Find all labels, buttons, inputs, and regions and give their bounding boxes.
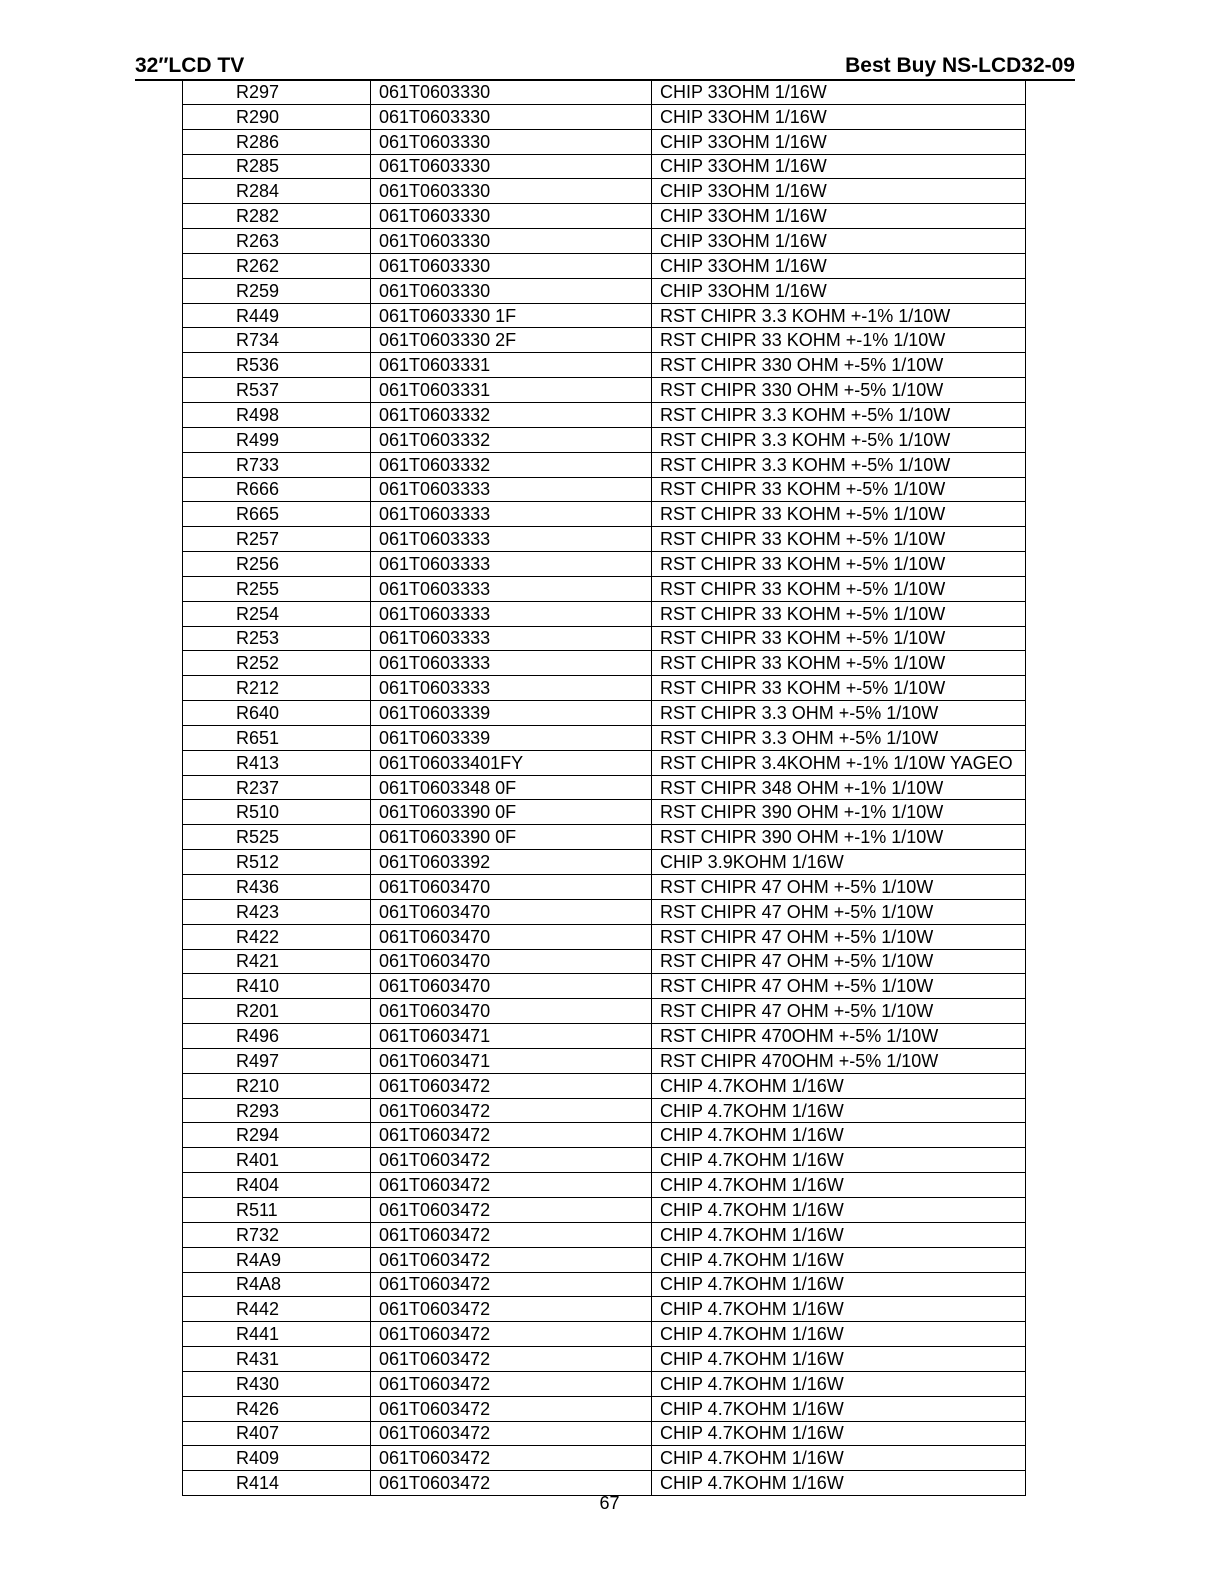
table-row [183, 1421, 1026, 1446]
parts-table-body [183, 80, 1026, 1496]
description-cell: RST CHIPR 33 KOHM +-5% 1/10W [652, 601, 1026, 626]
description-cell: RST CHIPR 3.3 KOHM +-5% 1/10W [652, 402, 1026, 427]
reference-cell: R257 [183, 527, 371, 552]
description-cell: CHIP 33OHM 1/16W [652, 104, 1026, 129]
reference-cell: R449 [183, 303, 371, 328]
description-cell: RST CHIPR 470OHM +-5% 1/10W [652, 1048, 1026, 1073]
reference-cell: R536 [183, 353, 371, 378]
description-cell: RST CHIPR 3.3 KOHM +-1% 1/10W [652, 303, 1026, 328]
parts-table [182, 79, 1026, 1496]
description-cell: RST CHIPR 470OHM +-5% 1/10W [652, 1024, 1026, 1049]
reference-cell: R430 [183, 1371, 371, 1396]
reference-cell: R441 [183, 1322, 371, 1347]
reference-cell: R4A8 [183, 1272, 371, 1297]
description-cell: RST CHIPR 3.3 KOHM +-5% 1/10W [652, 427, 1026, 452]
description-cell: CHIP 33OHM 1/16W [652, 129, 1026, 154]
reference-cell: R407 [183, 1421, 371, 1446]
description-cell: RST CHIPR 47 OHM +-5% 1/10W [652, 999, 1026, 1024]
reference-cell: R426 [183, 1396, 371, 1421]
part-number-cell: 061T0603331 [371, 353, 652, 378]
reference-cell: R422 [183, 924, 371, 949]
description-cell: CHIP 4.7KOHM 1/16W [652, 1347, 1026, 1372]
reference-cell: R401 [183, 1148, 371, 1173]
reference-cell: R414 [183, 1471, 371, 1496]
description-cell: CHIP 4.7KOHM 1/16W [652, 1272, 1026, 1297]
table-row [183, 179, 1026, 204]
table-row [183, 204, 1026, 229]
table-row [183, 452, 1026, 477]
part-number-cell: 061T0603472 [371, 1396, 652, 1421]
table-row [183, 104, 1026, 129]
reference-cell: R665 [183, 502, 371, 527]
table-row [183, 651, 1026, 676]
part-number-cell: 061T0603471 [371, 1024, 652, 1049]
description-cell: RST CHIPR 330 OHM +-5% 1/10W [652, 378, 1026, 403]
description-cell: RST CHIPR 47 OHM +-5% 1/10W [652, 949, 1026, 974]
part-number-cell: 061T0603392 [371, 850, 652, 875]
table-row [183, 1446, 1026, 1471]
part-number-cell: 061T0603472 [371, 1173, 652, 1198]
part-number-cell: 061T0603472 [371, 1222, 652, 1247]
description-cell: CHIP 33OHM 1/16W [652, 80, 1026, 105]
description-cell: RST CHIPR 33 KOHM +-5% 1/10W [652, 552, 1026, 577]
table-row [183, 1396, 1026, 1421]
table-row [183, 1222, 1026, 1247]
reference-cell: R294 [183, 1123, 371, 1148]
reference-cell: R512 [183, 850, 371, 875]
part-number-cell: 061T0603472 [371, 1371, 652, 1396]
table-row [183, 800, 1026, 825]
table-row [183, 353, 1026, 378]
reference-cell: R254 [183, 601, 371, 626]
reference-cell: R293 [183, 1098, 371, 1123]
table-row [183, 775, 1026, 800]
part-number-cell: 061T0603330 1F [371, 303, 652, 328]
description-cell: CHIP 4.7KOHM 1/16W [652, 1322, 1026, 1347]
reference-cell: R253 [183, 626, 371, 651]
reference-cell: R285 [183, 154, 371, 179]
part-number-cell: 061T0603348 0F [371, 775, 652, 800]
description-cell: RST CHIPR 47 OHM +-5% 1/10W [652, 875, 1026, 900]
part-number-cell: 061T0603470 [371, 924, 652, 949]
table-row [183, 1073, 1026, 1098]
description-cell: CHIP 4.7KOHM 1/16W [652, 1148, 1026, 1173]
description-cell: CHIP 4.7KOHM 1/16W [652, 1123, 1026, 1148]
table-row [183, 626, 1026, 651]
part-number-cell: 061T0603390 0F [371, 825, 652, 850]
reference-cell: R651 [183, 725, 371, 750]
description-cell: CHIP 4.7KOHM 1/16W [652, 1073, 1026, 1098]
table-row [183, 1024, 1026, 1049]
part-number-cell: 061T0603330 [371, 129, 652, 154]
table-row [183, 850, 1026, 875]
description-cell: CHIP 33OHM 1/16W [652, 204, 1026, 229]
table-row [183, 402, 1026, 427]
description-cell: RST CHIPR 33 KOHM +-5% 1/10W [652, 576, 1026, 601]
part-number-cell: 061T0603332 [371, 452, 652, 477]
description-cell: RST CHIPR 33 KOHM +-5% 1/10W [652, 676, 1026, 701]
part-number-cell: 061T0603472 [371, 1297, 652, 1322]
part-number-cell: 061T0603471 [371, 1048, 652, 1073]
table-row [183, 502, 1026, 527]
table-row [183, 378, 1026, 403]
reference-cell: R498 [183, 402, 371, 427]
description-cell: CHIP 4.7KOHM 1/16W [652, 1247, 1026, 1272]
part-number-cell: 061T0603339 [371, 725, 652, 750]
description-cell: CHIP 4.7KOHM 1/16W [652, 1297, 1026, 1322]
reference-cell: R496 [183, 1024, 371, 1049]
part-number-cell: 061T0603333 [371, 527, 652, 552]
reference-cell: R537 [183, 378, 371, 403]
reference-cell: R666 [183, 477, 371, 502]
description-cell: CHIP 33OHM 1/16W [652, 229, 1026, 254]
table-row [183, 1371, 1026, 1396]
part-number-cell: 061T0603330 2F [371, 328, 652, 353]
table-row [183, 825, 1026, 850]
part-number-cell: 061T0603330 [371, 278, 652, 303]
description-cell: RST CHIPR 33 KOHM +-5% 1/10W [652, 502, 1026, 527]
part-number-cell: 061T0603472 [371, 1347, 652, 1372]
reference-cell: R263 [183, 229, 371, 254]
part-number-cell: 061T0603330 [371, 104, 652, 129]
reference-cell: R255 [183, 576, 371, 601]
page-header [135, 53, 1075, 81]
description-cell: RST CHIPR 47 OHM +-5% 1/10W [652, 974, 1026, 999]
reference-cell: R210 [183, 1073, 371, 1098]
part-number-cell: 061T0603339 [371, 701, 652, 726]
part-number-cell: 061T0603470 [371, 949, 652, 974]
reference-cell: R431 [183, 1347, 371, 1372]
part-number-cell: 061T0603333 [371, 576, 652, 601]
reference-cell: R212 [183, 676, 371, 701]
description-cell: CHIP 33OHM 1/16W [652, 278, 1026, 303]
table-row [183, 427, 1026, 452]
table-row [183, 1098, 1026, 1123]
table-row [183, 253, 1026, 278]
table-row [183, 576, 1026, 601]
table-row [183, 1048, 1026, 1073]
part-number-cell: 061T0603330 [371, 179, 652, 204]
table-row [183, 328, 1026, 353]
description-cell: CHIP 4.7KOHM 1/16W [652, 1421, 1026, 1446]
part-number-cell: 061T0603472 [371, 1272, 652, 1297]
reference-cell: R409 [183, 1446, 371, 1471]
part-number-cell: 061T06033401FY [371, 750, 652, 775]
part-number-cell: 061T0603332 [371, 402, 652, 427]
part-number-cell: 061T0603472 [371, 1471, 652, 1496]
table-row [183, 1173, 1026, 1198]
table-row [183, 750, 1026, 775]
reference-cell: R436 [183, 875, 371, 900]
table-row [183, 1297, 1026, 1322]
reference-cell: R732 [183, 1222, 371, 1247]
description-cell: CHIP 4.7KOHM 1/16W [652, 1098, 1026, 1123]
part-number-cell: 061T0603472 [371, 1197, 652, 1222]
description-cell: RST CHIPR 33 KOHM +-1% 1/10W [652, 328, 1026, 353]
table-row [183, 1471, 1026, 1496]
part-number-cell: 061T0603472 [371, 1123, 652, 1148]
reference-cell: R733 [183, 452, 371, 477]
description-cell: RST CHIPR 47 OHM +-5% 1/10W [652, 924, 1026, 949]
description-cell: RST CHIPR 330 OHM +-5% 1/10W [652, 353, 1026, 378]
part-number-cell: 061T0603333 [371, 601, 652, 626]
table-row [183, 1347, 1026, 1372]
table-row [183, 527, 1026, 552]
reference-cell: R423 [183, 899, 371, 924]
table-row [183, 1322, 1026, 1347]
reference-cell: R256 [183, 552, 371, 577]
table-row [183, 1197, 1026, 1222]
page-number: 67 [599, 1493, 620, 1513]
table-row [183, 1148, 1026, 1173]
part-number-cell: 061T0603333 [371, 502, 652, 527]
description-cell: RST CHIPR 390 OHM +-1% 1/10W [652, 800, 1026, 825]
description-cell: RST CHIPR 3.3 OHM +-5% 1/10W [652, 701, 1026, 726]
reference-cell: R410 [183, 974, 371, 999]
table-row [183, 278, 1026, 303]
reference-cell: R284 [183, 179, 371, 204]
table-row [183, 477, 1026, 502]
reference-cell: R282 [183, 204, 371, 229]
reference-cell: R497 [183, 1048, 371, 1073]
part-number-cell: 061T0603330 [371, 204, 652, 229]
part-number-cell: 061T0603472 [371, 1322, 652, 1347]
description-cell: RST CHIPR 348 OHM +-1% 1/10W [652, 775, 1026, 800]
description-cell: CHIP 4.7KOHM 1/16W [652, 1173, 1026, 1198]
table-row [183, 129, 1026, 154]
table-row [183, 1247, 1026, 1272]
table-row [183, 1272, 1026, 1297]
table-row [183, 875, 1026, 900]
reference-cell: R286 [183, 129, 371, 154]
reference-cell: R201 [183, 999, 371, 1024]
description-cell: RST CHIPR 33 KOHM +-5% 1/10W [652, 477, 1026, 502]
part-number-cell: 061T0603472 [371, 1421, 652, 1446]
reference-cell: R237 [183, 775, 371, 800]
table-row [183, 303, 1026, 328]
reference-cell: R510 [183, 800, 371, 825]
reference-cell: R252 [183, 651, 371, 676]
part-number-cell: 061T0603332 [371, 427, 652, 452]
reference-cell: R413 [183, 750, 371, 775]
description-cell: RST CHIPR 3.3 KOHM +-5% 1/10W [652, 452, 1026, 477]
table-row [183, 701, 1026, 726]
description-cell: RST CHIPR 390 OHM +-1% 1/10W [652, 825, 1026, 850]
reference-cell: R404 [183, 1173, 371, 1198]
part-number-cell: 061T0603333 [371, 676, 652, 701]
table-row [183, 1123, 1026, 1148]
part-number-cell: 061T0603331 [371, 378, 652, 403]
description-cell: CHIP 33OHM 1/16W [652, 253, 1026, 278]
reference-cell: R511 [183, 1197, 371, 1222]
part-number-cell: 061T0603333 [371, 552, 652, 577]
part-number-cell: 061T0603333 [371, 626, 652, 651]
part-number-cell: 061T0603472 [371, 1073, 652, 1098]
part-number-cell: 061T0603330 [371, 154, 652, 179]
reference-cell: R640 [183, 701, 371, 726]
table-row [183, 676, 1026, 701]
description-cell: CHIP 4.7KOHM 1/16W [652, 1222, 1026, 1247]
table-row [183, 949, 1026, 974]
part-number-cell: 061T0603472 [371, 1446, 652, 1471]
description-cell: CHIP 33OHM 1/16W [652, 179, 1026, 204]
header-model: Best Buy NS-LCD32-09 [845, 54, 1075, 77]
part-number-cell: 061T0603470 [371, 974, 652, 999]
reference-cell: R442 [183, 1297, 371, 1322]
part-number-cell: 061T0603472 [371, 1148, 652, 1173]
part-number-cell: 061T0603470 [371, 899, 652, 924]
description-cell: CHIP 4.7KOHM 1/16W [652, 1471, 1026, 1496]
description-cell: CHIP 4.7KOHM 1/16W [652, 1197, 1026, 1222]
table-row [183, 80, 1026, 105]
table-row [183, 924, 1026, 949]
part-number-cell: 061T0603472 [371, 1247, 652, 1272]
table-row [183, 974, 1026, 999]
table-row [183, 552, 1026, 577]
part-number-cell: 061T0603333 [371, 477, 652, 502]
reference-cell: R499 [183, 427, 371, 452]
reference-cell: R4A9 [183, 1247, 371, 1272]
description-cell: RST CHIPR 47 OHM +-5% 1/10W [652, 899, 1026, 924]
description-cell: RST CHIPR 3.4KOHM +-1% 1/10W YAGEO [652, 750, 1026, 775]
table-row [183, 725, 1026, 750]
header-product: 32″LCD TV [135, 54, 245, 77]
reference-cell: R259 [183, 278, 371, 303]
description-cell: RST CHIPR 33 KOHM +-5% 1/10W [652, 527, 1026, 552]
description-cell: CHIP 33OHM 1/16W [652, 154, 1026, 179]
part-number-cell: 061T0603390 0F [371, 800, 652, 825]
table-row [183, 999, 1026, 1024]
part-number-cell: 061T0603330 [371, 229, 652, 254]
table-row [183, 601, 1026, 626]
description-cell: RST CHIPR 33 KOHM +-5% 1/10W [652, 651, 1026, 676]
part-number-cell: 061T0603470 [371, 875, 652, 900]
part-number-cell: 061T0603333 [371, 651, 652, 676]
description-cell: CHIP 3.9KOHM 1/16W [652, 850, 1026, 875]
description-cell: RST CHIPR 33 KOHM +-5% 1/10W [652, 626, 1026, 651]
table-row [183, 154, 1026, 179]
part-number-cell: 061T0603470 [371, 999, 652, 1024]
description-cell: RST CHIPR 3.3 OHM +-5% 1/10W [652, 725, 1026, 750]
reference-cell: R297 [183, 80, 371, 105]
part-number-cell: 061T0603330 [371, 80, 652, 105]
reference-cell: R290 [183, 104, 371, 129]
table-row [183, 899, 1026, 924]
reference-cell: R421 [183, 949, 371, 974]
part-number-cell: 061T0603330 [371, 253, 652, 278]
description-cell: CHIP 4.7KOHM 1/16W [652, 1446, 1026, 1471]
reference-cell: R262 [183, 253, 371, 278]
part-number-cell: 061T0603472 [371, 1098, 652, 1123]
description-cell: CHIP 4.7KOHM 1/16W [652, 1396, 1026, 1421]
reference-cell: R734 [183, 328, 371, 353]
reference-cell: R525 [183, 825, 371, 850]
description-cell: CHIP 4.7KOHM 1/16W [652, 1371, 1026, 1396]
table-row [183, 229, 1026, 254]
